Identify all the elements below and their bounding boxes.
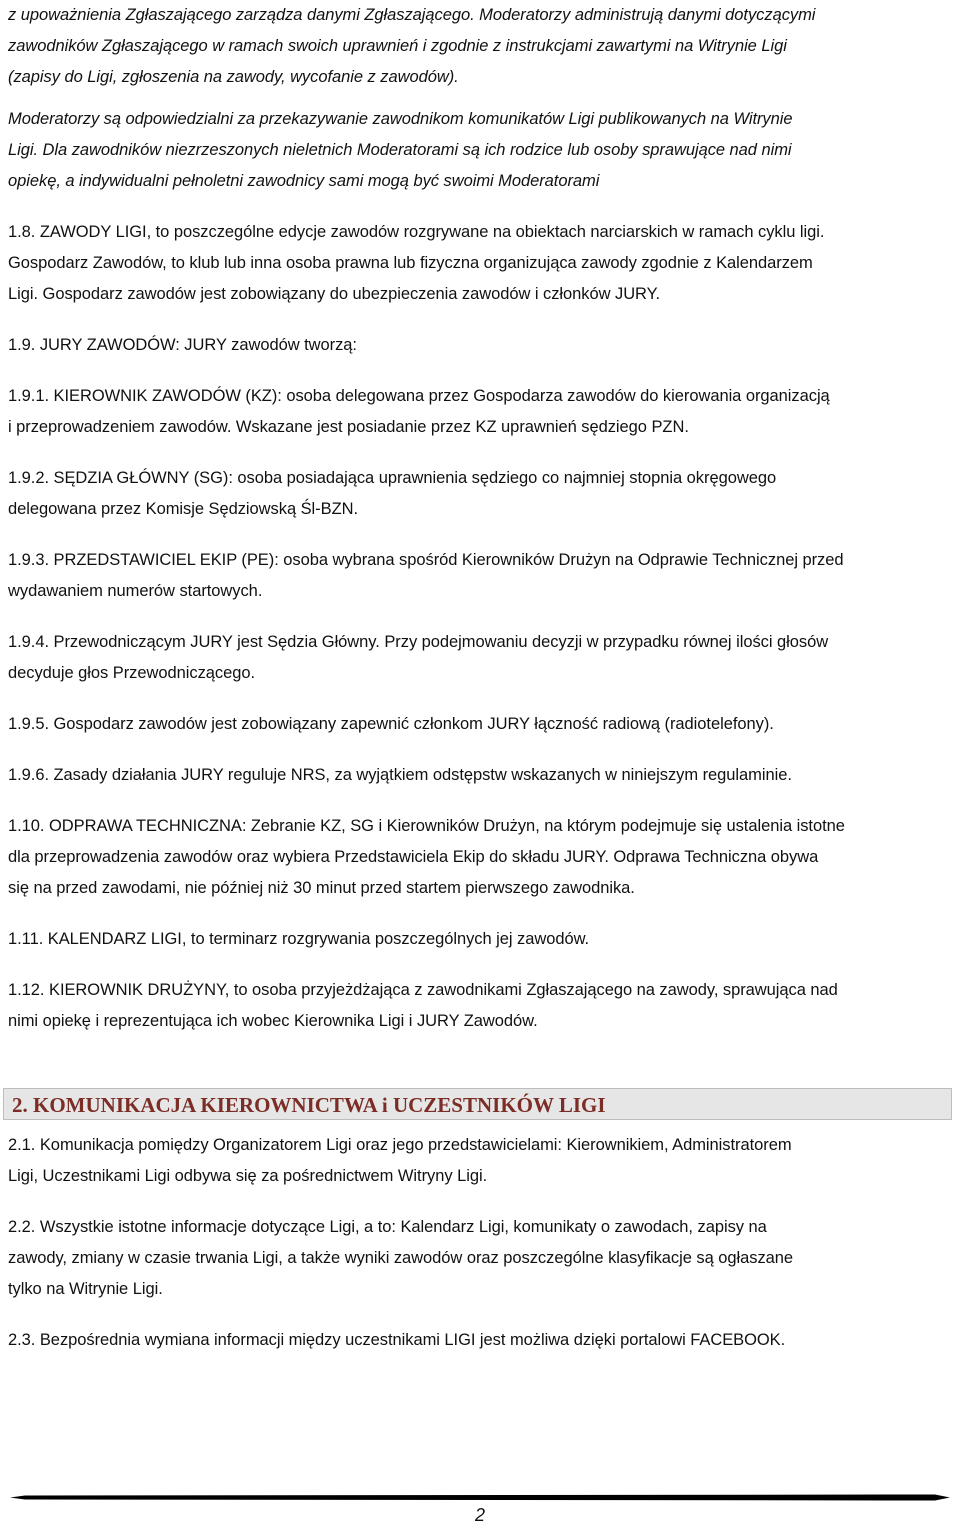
text-line: Ligi. Gospodarz zawodów jest zobowiązany do ubezpieczenia zawodów i członków JURY.	[8, 285, 660, 303]
text-line: Ligi, Uczestnikami Ligi odbywa się za pośrednictwem Witryny Ligi.	[8, 1167, 488, 1185]
text-line: zawodników Zgłaszającego w ramach swoich uprawnień i zgodnie z instrukcjami zawartymi na Witrynie Ligi	[8, 37, 787, 55]
text-line: 2.1. Komunikacja pomiędzy Organizatorem Ligi oraz jego przedstawicielami: Kierownikiem, Administratorem	[8, 1136, 792, 1154]
text-line: Gospodarz Zawodów, to klub lub inna osoba prawna lub fizyczna organizująca zawody zgodnie z Kalendarzem	[8, 254, 813, 272]
text-line: opiekę, a indywidualni pełnoletni zawodnicy sami mogą być swoimi Moderatorami	[8, 172, 600, 190]
text-line: 1.9.6. Zasady działania JURY reguluje NRS, za wyjątkiem odstępstw wskazanych w niniejszym regulaminie.	[8, 766, 792, 784]
text-line: tylko na Witrynie Ligi.	[8, 1280, 163, 1298]
text-line: 1.9.1. KIEROWNIK ZAWODÓW (KZ): osoba delegowana przez Gospodarza zawodów do kierowania organizacją	[8, 387, 830, 405]
text-line: decyduje głos Przewodniczącego.	[8, 664, 256, 682]
text-line: Ligi. Dla zawodników niezrzeszonych nieletnich Moderatorami są ich rodzice lub osoby sprawujące nad nimi	[8, 141, 792, 159]
text-line: 2.2. Wszystkie istotne informacje dotyczące Ligi, a to: Kalendarz Ligi, komunikaty o zawodach, zapisy na	[8, 1218, 767, 1236]
text-line: 1.11. KALENDARZ LIGI, to terminarz rozgrywania poszczególnych jej zawodów.	[8, 930, 590, 948]
text-line: zawody, zmiany w czasie trwania Ligi, a także wyniki zawodów oraz poszczególne klasyfikacje są ogłaszane	[8, 1249, 794, 1267]
paragraph	[8, 0, 952, 93]
text-line: 1.8. ZAWODY LIGI, to poszczególne edycje zawodów rozgrywane na obiektach narciarskich w ramach cyklu ligi.	[8, 223, 825, 241]
paragraph	[8, 924, 952, 955]
paragraph	[8, 709, 952, 740]
text-line: się na przed zawodami, nie później niż 30 minut przed startem pierwszego zawodnika.	[8, 879, 635, 897]
paragraph	[8, 811, 952, 904]
section-heading-box	[3, 1088, 952, 1120]
paragraph	[8, 381, 952, 443]
text-line: 1.9.4. Przewodniczącym JURY jest Sędzia Główny. Przy podejmowaniu decyzji w przypadku równej ilości głosów	[8, 633, 829, 651]
text-line: delegowana przez Komisje Sędziowską Śl-BZN.	[8, 500, 359, 518]
text-line: 1.9.2. SĘDZIA GŁÓWNY (SG): osoba posiadająca uprawnienia sędziego co najmniej stopnia okręgowego	[8, 469, 777, 487]
text-line: 1.9. JURY ZAWODÓW: JURY zawodów tworzą:	[8, 336, 357, 354]
text-line: 1.9.3. PRZEDSTAWICIEL EKIP (PE): osoba wybrana spośród Kierowników Drużyn na Odprawie Technicznej przed	[8, 551, 844, 569]
text-line: 1.10. ODPRAWA TECHNICZNA: Zebranie KZ, SG i Kierowników Drużyn, na którym podejmuje się ustalenia istotne	[8, 817, 845, 835]
footer-rule	[10, 1494, 950, 1501]
text-line: 1.9.5. Gospodarz zawodów jest zobowiązany zapewnić członkom JURY łączność radiową (radiotelefony).	[8, 715, 774, 733]
paragraph	[8, 545, 952, 607]
text-line: (zapisy do Ligi, zgłoszenia na zawody, wycofanie z zawodów).	[8, 68, 459, 86]
text-line: i przeprowadzeniem zawodów. Wskazane jest posiadanie przez KZ uprawnień sędziego PZN.	[8, 418, 689, 436]
text-line: 2.3. Bezpośrednia wymiana informacji między uczestnikami LIGI jest możliwa dzięki portalowi FACEBOOK.	[8, 1331, 786, 1349]
text-line: nimi opiekę i reprezentująca ich wobec Kierownika Ligi i JURY Zawodów.	[8, 1012, 538, 1030]
text-line: wydawaniem numerów startowych.	[8, 582, 263, 600]
paragraph	[8, 217, 952, 310]
paragraph	[8, 104, 952, 197]
paragraph	[8, 463, 952, 525]
text-line: Moderatorzy są odpowiedzialni za przekazywanie zawodnikom komunikatów Ligi publikowanych na Witrynie	[8, 110, 793, 128]
paragraph	[8, 1130, 952, 1192]
paragraph	[8, 975, 952, 1037]
text-line: 1.12. KIEROWNIK DRUŻYNY, to osoba przyjeżdżająca z zawodnikami Zgłaszającego na zawody, sprawująca nad	[8, 981, 838, 999]
paragraph	[8, 330, 952, 361]
section-heading: 2. KOMUNIKACJA KIEROWNICTWA i UCZESTNIKÓW LIGI	[12, 1093, 606, 1117]
text-line: z upoważnienia Zgłaszającego zarządza danymi Zgłaszającego. Moderatorzy administrują danymi dotyczącymi	[8, 6, 816, 24]
text-line: dla przeprowadzenia zawodów oraz wybiera Przedstawiciela Ekip do składu JURY. Odprawa Techniczna obywa	[8, 848, 819, 866]
paragraph	[8, 1212, 952, 1305]
paragraph	[8, 627, 952, 689]
paragraph	[8, 760, 952, 791]
paragraph	[8, 1325, 952, 1356]
page-number: 2	[474, 1505, 485, 1525]
